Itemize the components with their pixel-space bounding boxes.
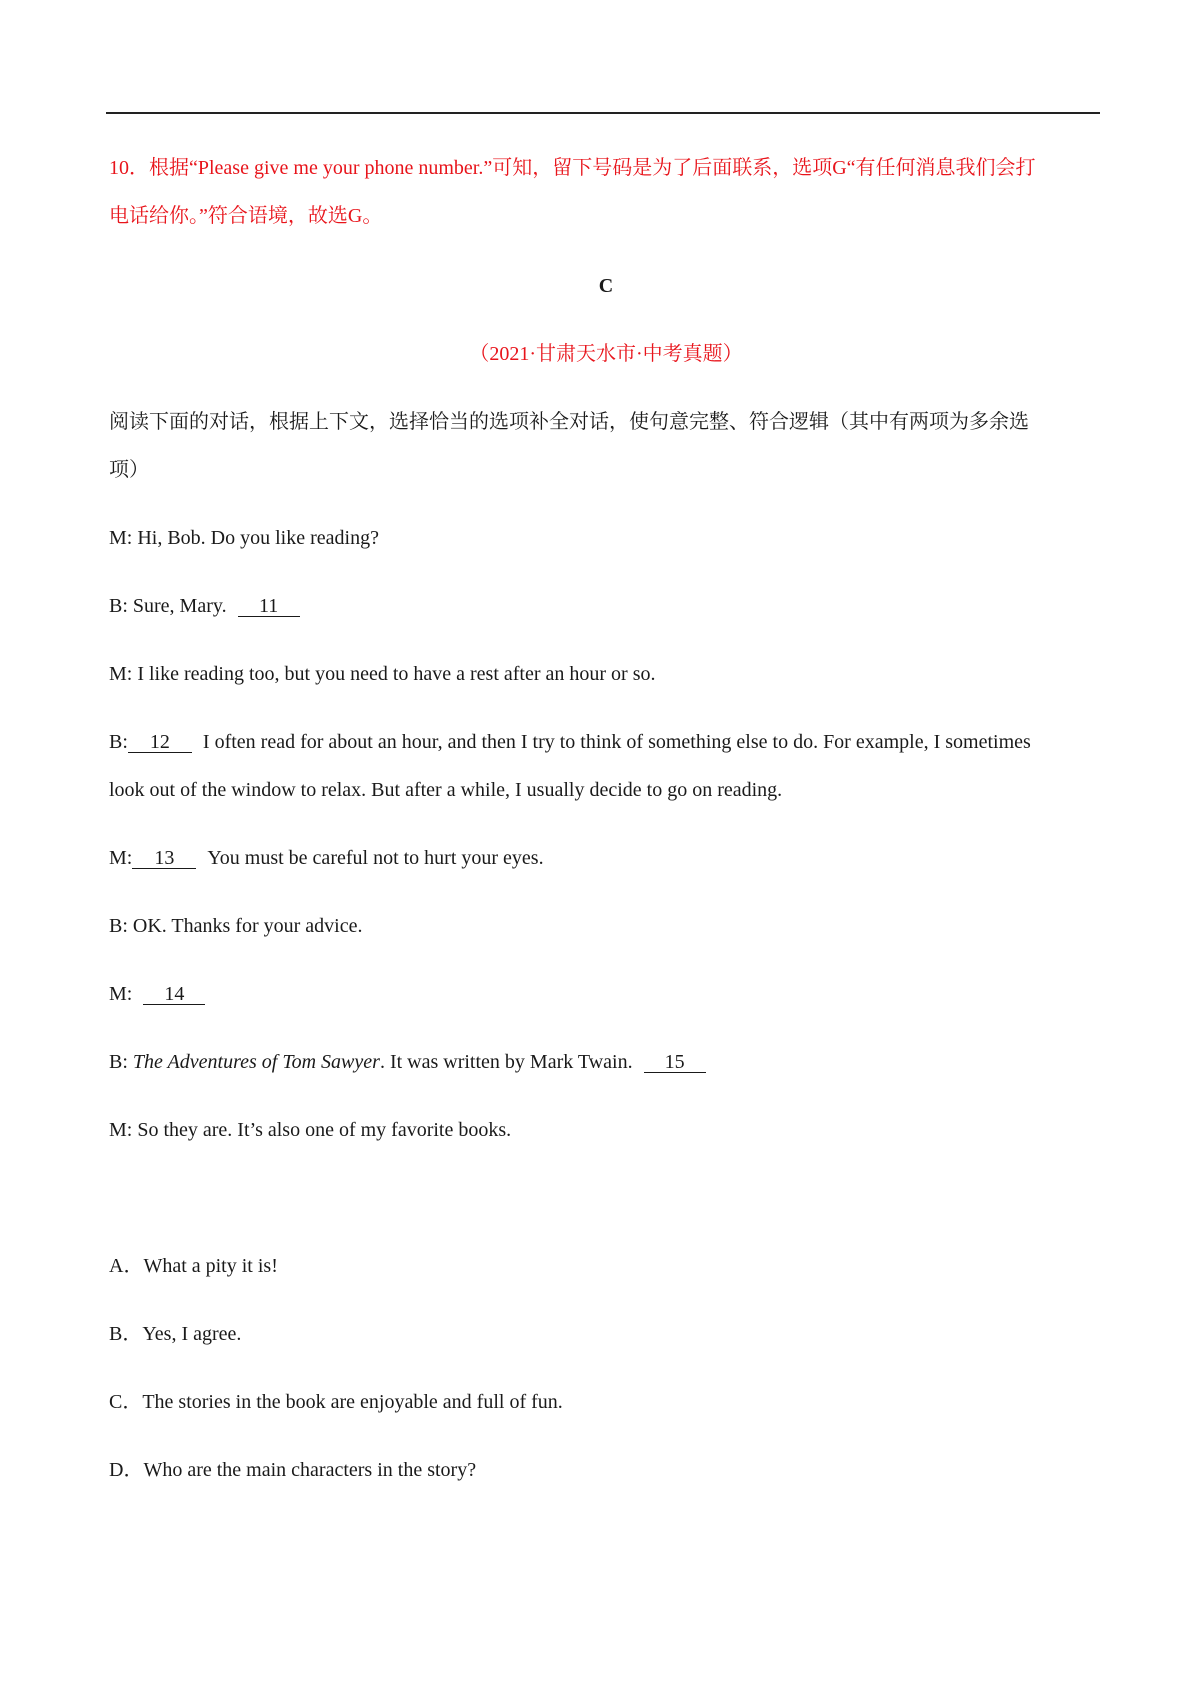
dialogue-line-2-text: B: Sure, Mary. (109, 595, 227, 617)
book-title: The Adventures of Tom Sawyer (132, 1051, 380, 1073)
instruction-line-2: 项） (109, 459, 149, 481)
blank-15: 15 (644, 1052, 706, 1073)
explanation-line-1: 10．根据“Please give me your phone number.”可知，留下号码是为了后面联系，选项G“有任何消息我们会打 (109, 157, 1036, 179)
dialogue-line-8 (109, 1050, 706, 1074)
dialogue-line-3: M: I like reading too, but you need to have a rest after an hour or so. (109, 663, 656, 685)
blank-12: 12 (128, 732, 192, 753)
dialogue-line-2 (109, 594, 300, 618)
dialogue-line-6: B: OK. Thanks for your advice. (109, 915, 363, 937)
dialogue-line-4b: look out of the window to relax. But after a while, I usually decide to go on reading. (109, 779, 783, 801)
option-a: A．What a pity it is! (109, 1255, 278, 1277)
dialogue-line-8-speaker: B: (109, 1051, 128, 1073)
dialogue-line-4 (109, 730, 1031, 754)
dialogue-line-7 (109, 982, 205, 1006)
question-source: （2021·甘肃天水市·中考真题） (469, 343, 743, 365)
blank-14: 14 (143, 984, 205, 1005)
explanation-line-2: 电话给你。”符合语境，故选G。 (109, 205, 383, 227)
dialogue-line-5-speaker: M: (109, 847, 133, 869)
option-b: B．Yes, I agree. (109, 1323, 242, 1345)
option-c: C．The stories in the book are enjoyable and full of fun. (109, 1391, 563, 1413)
section-letter: C (598, 275, 614, 297)
dialogue-line-9: M: So they are. It’s also one of my favorite books. (109, 1119, 512, 1141)
dialogue-line-4-speaker: B: (109, 731, 128, 753)
blank-11: 11 (238, 596, 300, 617)
header-rule (106, 112, 1100, 114)
instruction-line-1: 阅读下面的对话，根据上下文，选择恰当的选项补全对话，使句意完整、符合逻辑（其中有两项为多余选 (109, 411, 1029, 433)
dialogue-line-5-text: You must be careful not to hurt your eyes. (207, 847, 544, 869)
dialogue-line-5 (109, 846, 544, 870)
option-d: D．Who are the main characters in the story? (109, 1459, 477, 1481)
dialogue-line-1: M: Hi, Bob. Do you like reading? (109, 527, 379, 549)
dialogue-line-4-text: I often read for about an hour, and then I try to think of something else to do. For example, I sometimes (202, 731, 1031, 753)
blank-13: 13 (132, 848, 196, 869)
dialogue-line-8-text: . It was written by Mark Twain. (379, 1051, 633, 1073)
dialogue-line-7-speaker: M: (109, 983, 133, 1005)
